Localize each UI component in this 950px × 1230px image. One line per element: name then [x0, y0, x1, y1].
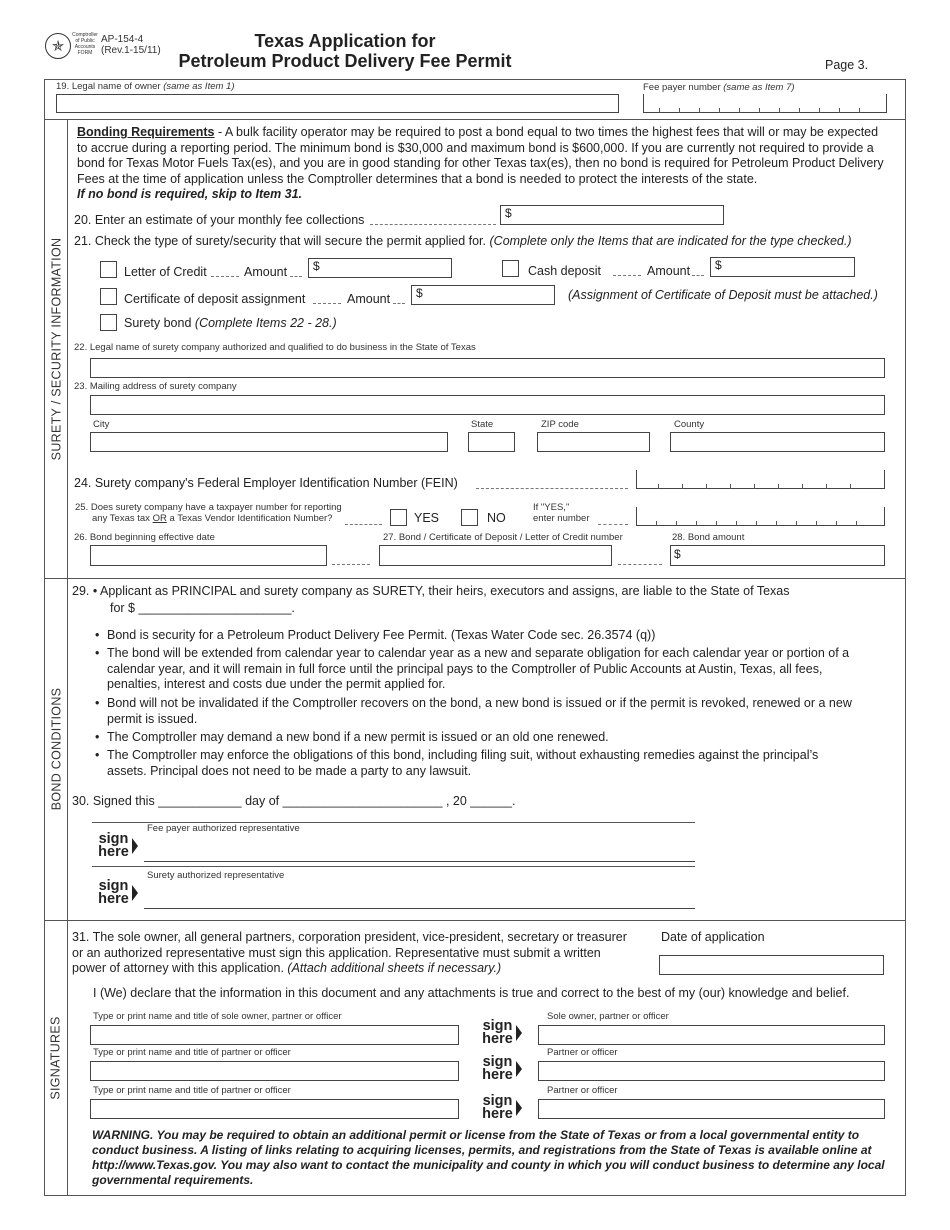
surety-taxpayer-yes-checkbox[interactable] — [390, 509, 407, 526]
item24-label: 24. Surety company's Federal Employer Identification Number (FEIN) — [74, 476, 458, 490]
surety-taxpayer-no-checkbox[interactable] — [461, 509, 478, 526]
surety-bond-label: Surety bond (Complete Items 22 - 28.) — [124, 316, 337, 330]
divider — [44, 119, 906, 120]
legal-name-owner-input[interactable] — [56, 94, 619, 113]
surety-fein-input[interactable] — [636, 470, 885, 489]
letter-of-credit-label: Letter of Credit — [124, 265, 207, 279]
leader-dots — [313, 303, 341, 304]
sign-here-marker: sign here — [97, 880, 138, 906]
item22-label: 22. Legal name of surety company authorized and qualified to do business in the State of Texas — [74, 342, 476, 353]
section-label-surety: SURETY / SECURITY INFORMATION — [49, 237, 63, 460]
certificate-note: (Assignment of Certificate of Deposit must be attached.) — [568, 288, 878, 302]
bonding-requirements-text: Bonding Requirements - A bulk facility operator may be required to post a bond equal to two times the highest fees that will or may be expected to accrue during a reporting period. The minimum bond is $30,000 and maximum bond is $600,000. If you are currently not required to provide a bond for Texas Motor Fuels Tax(es), and you are in good standing for other Texas tax(es), then no bond is required for Petroleum Product Delivery Fees at the time of application unless the Comptroller determines that a bond is needed to protect the interests of the state. If no bond is required, skip to Item 31. — [77, 125, 884, 201]
sole-owner-print-name-input[interactable] — [90, 1025, 459, 1045]
surety-bond-checkbox[interactable] — [100, 314, 117, 331]
cash-deposit-amount-input[interactable]: $ — [710, 257, 855, 277]
page-title-line2: Petroleum Product Delivery Fee Permit — [178, 51, 512, 71]
partner2-print-name-input[interactable] — [90, 1099, 459, 1119]
leader-dots — [393, 303, 405, 304]
surety-city-input[interactable] — [90, 432, 448, 452]
item30-signed-date: 30. Signed this ____________ day of _______________________ , 20 ______. — [72, 794, 516, 808]
form-revision: (Rev.1-15/11) — [101, 45, 161, 56]
county-label: County — [674, 419, 705, 430]
bullet-dot: • — [95, 646, 100, 660]
page-number: Page 3. — [825, 58, 869, 72]
amount-label: Amount — [347, 292, 391, 306]
arrow-right-icon — [132, 885, 138, 901]
fee-payer-rep-label: Fee payer authorized representative — [147, 823, 300, 834]
amount-label: Amount — [647, 264, 691, 278]
item21-label: 21. Check the type of surety/security that will secure the permit applied for. (Complete only the Items that are indicated for the type checked.) — [74, 234, 852, 248]
date-of-application-input[interactable] — [659, 955, 884, 975]
item20-label: 20. Enter an estimate of your monthly fee collections — [74, 213, 365, 227]
surety-company-name-input[interactable] — [90, 358, 885, 378]
page-title-line1: Texas Application for — [254, 31, 436, 51]
zip-label: ZIP code — [541, 419, 579, 430]
bond-number-input[interactable] — [379, 545, 612, 566]
certificate-assignment-label: Certificate of deposit assignment — [124, 292, 306, 306]
yes-label: YES — [414, 511, 440, 525]
section-label-bond-conditions: BOND CONDITIONS — [49, 687, 63, 811]
item26-label: 26. Bond beginning effective date — [74, 532, 215, 543]
form-number-block — [101, 34, 161, 56]
item25-label: 25. Does surety company have a taxpayer number for reporting any Texas tax OR a Texas Vendor Identification Number? — [75, 502, 342, 524]
sign-here-marker: sign here — [481, 1020, 522, 1046]
divider — [44, 920, 906, 921]
bond-condition-item: The bond will be extended from calendar year to calendar year as a new and separate obligation for each calendar year or portion of a calendar year, and it will remain in full force until the principal pays to the Comptroller of Public Accounts at Austin, Texas, all fees, penalties, interest and costs due under the permit applied for. — [107, 646, 850, 691]
leader-dots — [613, 275, 641, 276]
sign-here-marker: sign here — [481, 1095, 522, 1121]
signer-label: Sole owner, partner or officer — [547, 1011, 669, 1022]
leader-dots — [618, 564, 662, 565]
fee-payer-label: Fee payer number (same as Item 7) — [643, 82, 795, 93]
form-number: AP-154-4 — [101, 34, 144, 45]
item31-text: 31. The sole owner, all general partners, corporation president, vice-president, secretary or treasurer or an authorized representative must sign this application. Representative must submit a written power of attorney with this application. (Attach additional sheets if necessary.) — [72, 930, 627, 975]
leader-dots — [345, 524, 382, 525]
date-of-application-label: Date of application — [661, 930, 765, 944]
print-name-label: Type or print name and title of sole owner, partner or officer — [93, 1011, 342, 1022]
leader-dots — [692, 275, 704, 276]
certificate-of-deposit-checkbox[interactable] — [100, 288, 117, 305]
surety-rep-label: Surety authorized representative — [147, 870, 285, 881]
surety-taxpayer-number-input[interactable] — [636, 507, 885, 526]
sign-here-marker: sign here — [97, 833, 138, 859]
arrow-right-icon — [516, 1100, 522, 1116]
item27-label: 27. Bond / Certificate of Deposit / Letter of Credit number — [383, 532, 623, 543]
side-column-divider — [67, 119, 68, 1196]
surety-zip-input[interactable] — [537, 432, 650, 452]
bond-condition-item: The Comptroller may demand a new bond if a new permit is issued or an old one renewed. — [107, 730, 609, 744]
seal-text: Comptroller of Public Accounts FORM — [72, 32, 98, 56]
print-name-label: Type or print name and title of partner or officer — [93, 1047, 291, 1058]
sole-owner-signature-field[interactable] — [538, 1025, 885, 1045]
signer-label: Partner or officer — [547, 1047, 618, 1058]
certificate-amount-input[interactable]: $ — [411, 285, 555, 305]
bullet-dot: • — [95, 730, 100, 744]
bullet-dot: • — [95, 696, 100, 710]
letter-of-credit-amount-input[interactable]: $ — [308, 258, 452, 278]
surety-state-input[interactable] — [468, 432, 515, 452]
sign-here-marker: sign here — [481, 1056, 522, 1082]
leader-dots — [370, 224, 496, 225]
texas-star-seal-icon: ✯ — [45, 33, 71, 59]
leader-dots — [476, 488, 628, 489]
bond-amount-input[interactable]: $ — [670, 545, 885, 566]
bullet-dot: • — [95, 748, 100, 762]
leader-dots — [598, 524, 628, 525]
arrow-right-icon — [516, 1061, 522, 1077]
arrow-right-icon — [516, 1025, 522, 1041]
warning-text: WARNING. You may be required to obtain an additional permit or license from the State of Texas or from a local governmental entity to conduct business. A listing of links relating to acquiring licenses, permits, and registrations from the State of Texas is available online at http://www.Texas.gov. You may also want to contact the municipality and county in which you will conduct business to determine any local governmental requirements. — [92, 1128, 885, 1187]
no-label: NO — [487, 511, 506, 525]
item28-label: 28. Bond amount — [672, 532, 745, 543]
state-label: State — [471, 419, 494, 430]
item19-label: 19. Legal name of owner (same as Item 1) — [56, 81, 235, 92]
monthly-fee-estimate-input[interactable]: $ — [500, 205, 724, 225]
city-label: City — [93, 419, 110, 430]
letter-of-credit-checkbox[interactable] — [100, 261, 117, 278]
arrow-right-icon — [132, 838, 138, 854]
surety-county-input[interactable] — [670, 432, 885, 452]
amount-label: Amount — [244, 265, 288, 279]
section-label-signatures: SIGNATURES — [49, 1016, 63, 1100]
leader-dots — [332, 564, 370, 565]
divider — [92, 866, 695, 867]
declaration-text: I (We) declare that the information in this document and any attachments is true and correct to the best of my (our) knowledge and belief. — [93, 986, 850, 1000]
cash-deposit-label: Cash deposit — [528, 264, 601, 278]
leader-dots — [290, 276, 302, 277]
bond-condition-item: The Comptroller may enforce the obligations of this bond, including filing suit, without exhausting remedies against the principal’s assets. Principal does not need to be made a party to any lawsuit. — [107, 748, 819, 778]
fee-payer-signature-field[interactable] — [144, 835, 695, 862]
if-yes-label: If "YES," enter number — [533, 502, 590, 524]
divider — [44, 578, 906, 579]
bullet-dot: • — [95, 628, 100, 642]
item23-label: 23. Mailing address of surety company — [74, 381, 237, 392]
item29-line2: for $ ______________________. — [110, 601, 295, 615]
surety-signature-field[interactable] — [144, 882, 695, 909]
leader-dots — [211, 276, 239, 277]
item29-line1: 29. • Applicant as PRINCIPAL and surety company as SURETY, their heirs, executors and assigns, are liable to the State of Texas — [72, 584, 790, 598]
bond-effective-date-input[interactable] — [90, 545, 327, 566]
print-name-label: Type or print name and title of partner or officer — [93, 1085, 291, 1096]
bond-condition-item: Bond will not be invalidated if the Comptroller recovers on the bond, a new bond is issued or if the permit is revoked, renewed or a new permit is issued. — [107, 696, 852, 726]
cash-deposit-checkbox[interactable] — [502, 260, 519, 277]
partner1-signature-field[interactable] — [538, 1061, 885, 1081]
signer-label: Partner or officer — [547, 1085, 618, 1096]
surety-mailing-address-input[interactable] — [90, 395, 885, 415]
bond-condition-item: Bond is security for a Petroleum Product Delivery Fee Permit. (Texas Water Code sec. 26.3574 (q)) — [107, 628, 656, 642]
partner2-signature-field[interactable] — [538, 1099, 885, 1119]
partner1-print-name-input[interactable] — [90, 1061, 459, 1081]
